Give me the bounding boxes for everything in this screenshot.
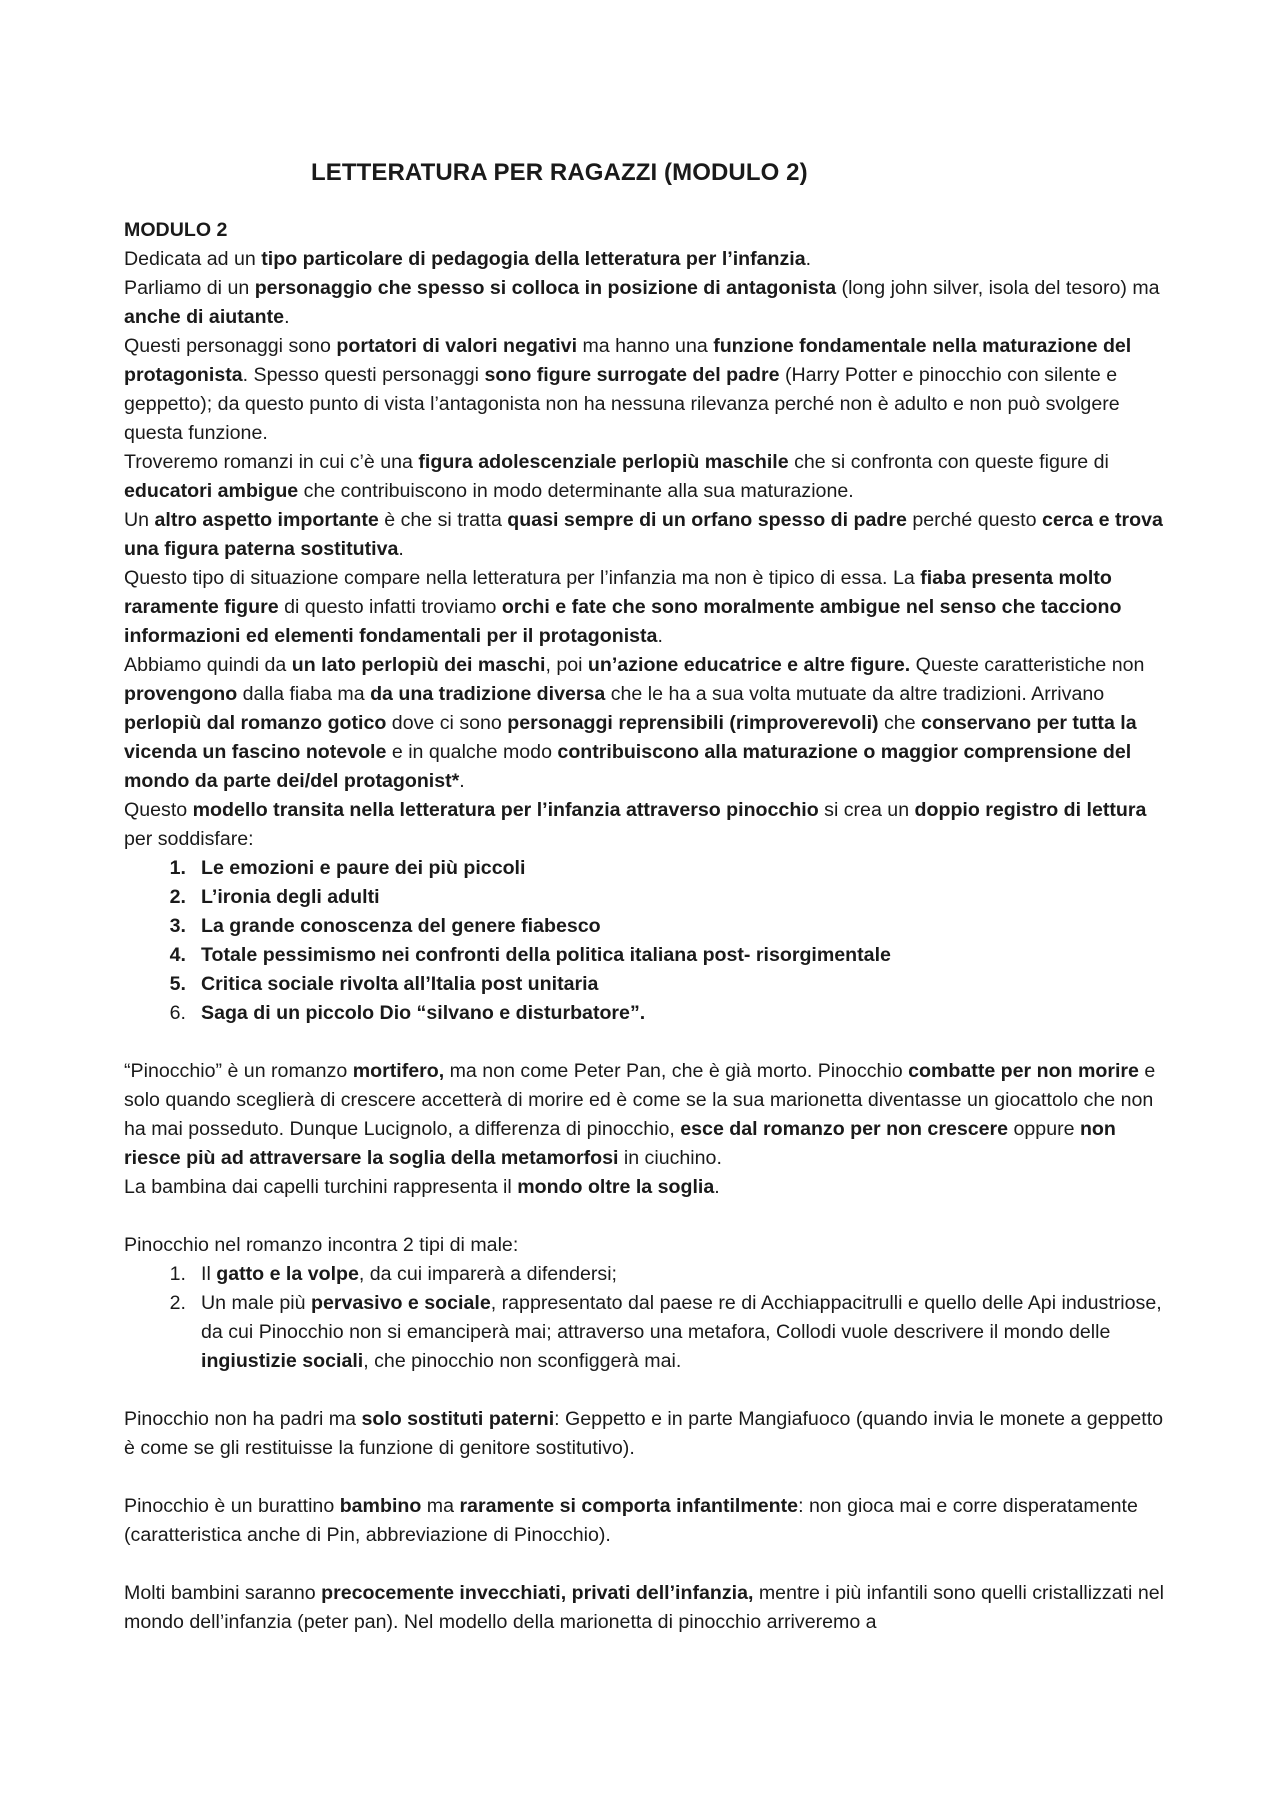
text-run: .	[284, 306, 290, 328]
bold-text: fiaba presenta molto raramente figure	[124, 567, 1112, 618]
bold-text: figura adolescenziale perlopiù maschile	[418, 451, 789, 473]
text-run: oppure	[1008, 1118, 1080, 1140]
text-run: .	[657, 625, 663, 647]
bold-text: raramente si comporta infantilmente	[459, 1495, 799, 1517]
text-run: Questi personaggi sono	[124, 335, 337, 357]
bold-text: bambino	[339, 1495, 422, 1517]
spacer	[124, 1202, 1174, 1231]
text-run: .	[805, 248, 812, 270]
text-run: di questo infatti troviamo	[278, 596, 502, 618]
bold-text: altro aspetto importante	[154, 509, 379, 531]
bold-text: un’azione educatrice e altre figure.	[587, 654, 911, 676]
spacer	[124, 1376, 1174, 1405]
text-run: : non gioca mai e corre disperatamente (caratteristica anche di Pin, abbreviazione di Pinocchio).	[124, 1495, 1138, 1546]
paragraph	[124, 274, 1174, 332]
bold-text: personaggi reprensibili (rimproverevoli)	[507, 712, 879, 734]
section-heading: MODULO 2	[124, 219, 228, 241]
text-run: Queste caratteristiche non	[910, 654, 1145, 676]
list-item: 2. L’ironia degli adulti	[169, 886, 380, 908]
text-run: per soddisfare:	[124, 828, 254, 850]
text-run: dove ci sono	[386, 712, 508, 734]
text-run: La bambina dai capelli turchini rappresenta il	[124, 1176, 518, 1198]
bold-text: ingiustizie sociali	[201, 1350, 364, 1372]
bold-text: orchi e fate che sono moralmente ambigue nel senso che tacciono informazioni ed elementi fondamentali per il protagonista	[124, 596, 1122, 647]
bold-text: perlopiù dal romanzo gotico	[124, 712, 387, 734]
text-run: che le ha a sua volta mutuate da altre tradizioni. Arrivano	[605, 683, 1105, 705]
bold-text: personaggio che spesso si colloca in posizione di antagonista	[254, 277, 837, 299]
bold-text: anche di aiutante	[124, 306, 285, 328]
text-run: . Spesso questi personaggi	[242, 364, 485, 386]
text-run: Un	[124, 509, 155, 531]
paragraph	[124, 448, 1174, 506]
text-run: ma hanno una	[577, 335, 714, 357]
list-item: 1. Le emozioni e paure dei più piccoli	[169, 857, 526, 879]
list-item: 5. Critica sociale rivolta all’Italia post unitaria	[169, 973, 599, 995]
text-run: si crea un	[818, 799, 915, 821]
text-run: , rappresentato dal paese re di Acchiappacitrulli e quello delle Api industriose, da cui Pinocchio non si emanciperà mai; attraverso una metafora, Collodi vuole descrivere il mondo delle	[201, 1292, 1162, 1343]
spacer	[124, 1028, 1174, 1057]
male-intro: Pinocchio nel romanzo incontra 2 tipi di male:	[124, 1234, 519, 1256]
document-title: LETTERATURA PER RAGAZZI (MODULO 2)	[311, 159, 808, 186]
text-run: , che pinocchio non sconfiggerà mai.	[363, 1350, 682, 1372]
text-run: (long john silver, isola del tesoro) ma	[836, 277, 1160, 299]
bold-text: conservano per tutta la vicenda un fascino notevole	[124, 712, 1137, 763]
paragraph	[124, 506, 1174, 564]
text-run: Dedicata ad un	[124, 248, 262, 270]
bold-text: da una tradizione diversa	[370, 683, 606, 705]
text-run: Abbiamo quindi da	[124, 654, 292, 676]
bold-text: sono figure surrogate del padre	[484, 364, 780, 386]
bold-text: tipo particolare di pedagogia della letteratura per l’infanzia	[261, 248, 806, 270]
text-run: .	[714, 1176, 720, 1198]
paragraph	[124, 651, 1174, 796]
bold-text: mondo oltre la soglia	[517, 1176, 715, 1198]
text-run: “Pinocchio” è un romanzo	[124, 1060, 353, 1082]
bold-text: educatori ambigue	[124, 480, 299, 502]
text-run: in ciuchino.	[618, 1147, 722, 1169]
paragraph-padri	[124, 1405, 1174, 1463]
male-types-list	[124, 1260, 1174, 1376]
paragraph-burattino	[124, 1492, 1174, 1550]
text-run: perché questo	[906, 509, 1042, 531]
bold-text: provengono	[124, 683, 238, 705]
text-run: e solo quando sceglierà di crescere accetterà di morire ed è come se la sua marionetta diventasse un giocattolo che non ha mai posseduto. Dunque Lucignolo, a differenza di pinocchio,	[124, 1060, 1156, 1140]
bold-text: solo sostituti paterni	[361, 1408, 555, 1430]
text-run: è che si tratta	[378, 509, 508, 531]
bold-text: funzione fondamentale nella maturazione del protagonista	[124, 335, 1132, 386]
text-run: Molti bambini saranno	[124, 1582, 322, 1604]
text-run: che contribuiscono in modo determinante alla sua maturazione.	[298, 480, 854, 502]
bold-text: esce dal romanzo per non crescere	[680, 1118, 1009, 1140]
paragraph	[124, 1057, 1174, 1173]
bold-text: gatto e la volpe	[216, 1263, 359, 1285]
paragraph	[124, 796, 1174, 854]
text-run: .	[459, 770, 465, 792]
bold-text: un lato perlopiù dei maschi	[291, 654, 546, 676]
text-run: e in qualche modo	[386, 741, 558, 763]
spacer	[124, 1463, 1174, 1492]
bold-text: pervasivo e sociale	[311, 1292, 491, 1314]
paragraph	[124, 245, 1174, 274]
text-run: che	[878, 712, 922, 734]
list-item: 6. Saga di un piccolo Dio “silvano e disturbatore”.	[169, 1002, 646, 1024]
list-item: 2. Un male più pervasivo e sociale, rappresentato dal paese re di Acchiappacitrulli e quello delle Api industriose, da cui Pinocchio non si emanciperà mai; attraverso una metafora, Collodi vuole descrivere il mondo delle ingiustizie sociali, che pinocchio non sconfiggerà mai.	[169, 1292, 1162, 1372]
text-run: : Geppetto e in parte Mangiafuoco (quando invia le monete a geppetto è come se gli restituisse la funzione di genitore sostitutivo).	[124, 1408, 1164, 1459]
intro-paragraphs	[124, 245, 1174, 854]
bold-text: doppio registro di lettura	[914, 799, 1147, 821]
spacer	[124, 1550, 1174, 1579]
bold-text: quasi sempre di un orfano spesso di padre	[507, 509, 907, 531]
bold-text: contribuiscono alla maturazione o maggior comprensione del mondo da parte dei/del protagonist*	[124, 741, 1132, 792]
bold-text: combatte per non morire	[908, 1060, 1139, 1082]
text-run: mentre i più infantili sono quelli cristallizzati nel mondo dell’infanzia (peter pan). Nel modello della marionetta di pinocchio arriveremo a	[124, 1582, 1164, 1633]
pinocchio-paragraphs	[124, 1057, 1174, 1202]
text-run: Pinocchio non ha padri ma	[124, 1408, 362, 1430]
text-run: dalla fiaba ma	[237, 683, 371, 705]
text-run: , da cui imparerà a difendersi;	[358, 1263, 618, 1285]
text-run: (Harry Potter e pinocchio con silente e geppetto); da questo punto di vista l’antagonista non ha nessuna rilevanza perché non è adulto e non può svolgere questa funzione.	[124, 364, 1120, 444]
text-run: Questo tipo di situazione compare nella letteratura per l’infanzia ma non è tipico di essa. La	[124, 567, 921, 589]
bold-text: precocemente invecchiati, privati dell’infanzia,	[321, 1582, 754, 1604]
text-run: Pinocchio è un burattino	[124, 1495, 340, 1517]
text-run: .	[398, 538, 404, 560]
list-item: 1. Il gatto e la volpe, da cui imparerà a difendersi;	[169, 1263, 618, 1285]
text-run: Il	[201, 1263, 217, 1285]
paragraph	[124, 564, 1174, 651]
list-item: 3. La grande conoscenza del genere fiabesco	[169, 915, 601, 937]
bold-text: cerca e trova una figura paterna sostitutiva	[124, 509, 1163, 560]
document-body	[124, 158, 1174, 1637]
bold-text: portatori di valori negativi	[336, 335, 578, 357]
text-run: Questo	[124, 799, 193, 821]
text-run: , poi	[545, 654, 588, 676]
reading-registers-list	[124, 854, 1174, 1028]
list-item: 4. Totale pessimismo nei confronti della politica italiana post- risorgimentale	[169, 944, 891, 966]
text-run: ma	[421, 1495, 460, 1517]
paragraph-bambini	[124, 1579, 1174, 1637]
bold-text: modello transita nella letteratura per l’infanzia attraverso pinocchio	[192, 799, 819, 821]
text-run: ma non come Peter Pan, che è già morto. Pinocchio	[444, 1060, 909, 1082]
text-run: che si confronta con queste figure di	[788, 451, 1109, 473]
paragraph	[124, 1173, 1174, 1202]
bold-text: non riesce più ad attraversare la soglia della metamorfosi	[124, 1118, 1116, 1169]
bold-text: mortifero,	[352, 1060, 445, 1082]
text-run: Troveremo romanzi in cui c’è una	[124, 451, 419, 473]
text-run: Un male più	[201, 1292, 311, 1314]
text-run: Parliamo di un	[124, 277, 255, 299]
paragraph	[124, 332, 1174, 448]
